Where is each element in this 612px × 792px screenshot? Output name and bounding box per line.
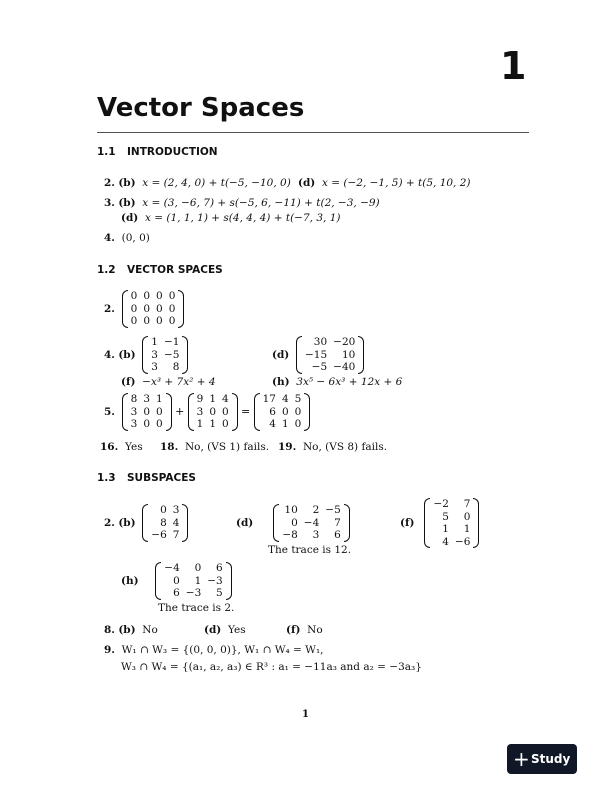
- right-paren: [226, 562, 232, 600]
- matrix-entry: 0: [173, 574, 180, 587]
- answer-text: Yes: [124, 441, 143, 453]
- matrix-entry: 0: [143, 290, 151, 302]
- matrix-entry: −5: [163, 348, 180, 361]
- part-label: (f): [121, 376, 136, 388]
- answer-1-2-4b: [104, 336, 188, 374]
- matrix-entry: −5: [325, 504, 341, 516]
- matrix-row: [161, 575, 225, 588]
- matrix-entry: 0: [463, 510, 471, 523]
- matrix-row: [128, 406, 166, 419]
- matrix-entry: 30: [313, 336, 328, 348]
- part-label: (d): [272, 348, 290, 361]
- matrix-2d: [273, 504, 349, 542]
- matrix-entry: 3: [143, 393, 151, 405]
- matrix-entry: 1: [196, 418, 204, 430]
- answer-1-3-9-line2: W₃ ∩ W₄ = {(a₁, a₂, a₃) ∈ R³ : a₁ = −11a₃ and a₂ = −3a₃}: [121, 661, 422, 673]
- matrix-entry: 1: [156, 393, 163, 405]
- matrix-grid: [128, 393, 166, 431]
- matrix-entry: 17: [262, 393, 276, 405]
- matrix-entry: 0: [130, 290, 138, 302]
- answer-text: (0, 0): [121, 232, 150, 244]
- problem-number: 19.: [278, 441, 297, 453]
- answer-1-1-3b: [104, 197, 380, 209]
- right-paren: [182, 504, 188, 542]
- matrix-entry: 1: [151, 336, 158, 348]
- matrix-entry: 2: [312, 504, 320, 516]
- problem-number: 9.: [104, 644, 115, 656]
- matrix-entry: 6: [173, 587, 180, 599]
- chapter-title: Vector Spaces: [97, 93, 305, 123]
- matrix-entry: 1: [209, 393, 216, 405]
- problem-number: 2.: [104, 177, 115, 189]
- part-label: (d): [121, 212, 139, 224]
- problem-number: 2.: [104, 302, 115, 315]
- matrix-entry: 4: [281, 393, 289, 405]
- matrix-entry: 0: [156, 290, 163, 302]
- matrix-row: [260, 418, 305, 431]
- section-number: 1.3: [97, 472, 116, 484]
- matrix-entry: 0: [143, 418, 151, 430]
- matrix-row: [161, 562, 225, 575]
- answer-1-3-8d: [204, 624, 246, 636]
- matrix-entry: −6: [151, 529, 167, 541]
- matrix-entry: −20: [333, 336, 356, 348]
- answer-1-2-4h: [272, 376, 402, 388]
- matrix-5b: [188, 393, 238, 431]
- right-paren: [178, 290, 184, 328]
- answer-text: x = (2, 4, 0) + t(−5, −10, 0): [142, 177, 291, 189]
- matrix-entry: 8: [160, 516, 167, 529]
- trace-note-h: The trace is 2.: [158, 602, 235, 614]
- matrix-entry: 0: [294, 418, 302, 430]
- matrix-row: [260, 393, 305, 406]
- matrix-row: [161, 587, 225, 600]
- part-label: (b): [118, 177, 136, 189]
- trace-note-d: The trace is 12.: [268, 544, 352, 556]
- matrix-2f: [424, 498, 479, 548]
- matrix-entry: −1: [163, 336, 180, 348]
- matrix-entry: 0: [168, 302, 176, 315]
- matrix-row: [128, 315, 179, 328]
- matrix-entry: 3: [151, 361, 158, 373]
- answer-1-2-4f: [121, 376, 216, 388]
- section-heading-1-3: [97, 472, 196, 484]
- part-label: (f): [286, 624, 301, 636]
- matrix-row: [148, 504, 182, 517]
- answer-1-2-19: [278, 441, 387, 453]
- matrix-entry: 0: [209, 405, 216, 418]
- right-paren: [182, 336, 188, 374]
- matrix-row: [430, 511, 473, 524]
- matrix-grid: [260, 393, 305, 431]
- part-label: (b): [118, 348, 136, 361]
- matrix-entry: 4: [172, 516, 180, 529]
- matrix-entry: 4: [442, 535, 449, 548]
- part-label: (d): [204, 624, 222, 636]
- matrix-entry: 3: [196, 405, 204, 418]
- problem-number: 5.: [104, 405, 115, 418]
- matrix-4d: [296, 336, 364, 374]
- matrix-entry: −4: [303, 516, 320, 529]
- answer-1-3-2f: [400, 498, 479, 548]
- matrix-entry: −40: [333, 361, 356, 373]
- matrix-row: [128, 303, 179, 316]
- section-heading-1-1: [97, 146, 218, 158]
- answer-text: W₁ ∩ W₃ = {(0, 0, 0)}, W₁ ∩ W₄ = W₁,: [121, 644, 324, 656]
- matrix-entry: 1: [463, 523, 471, 535]
- matrix-grid: [161, 562, 225, 600]
- matrix-row: [279, 529, 343, 542]
- matrix-row: [128, 418, 166, 431]
- right-paren: [304, 393, 310, 431]
- matrix-row: [148, 529, 182, 542]
- equals-sign: =: [241, 404, 251, 418]
- part-label: (b): [118, 516, 136, 529]
- matrix-entry: 1: [442, 523, 449, 535]
- matrix-entry: 3: [130, 418, 138, 430]
- matrix-row: [148, 349, 182, 362]
- part-label: (h): [121, 574, 139, 587]
- problem-number: 18.: [160, 441, 179, 453]
- matrix-entry: 0: [281, 405, 289, 418]
- answer-text: No: [307, 624, 323, 636]
- matrix-entry: −3: [207, 574, 223, 587]
- plus-icon: +: [513, 747, 530, 771]
- answer-1-1-2: [104, 177, 291, 189]
- section-number: 1.1: [97, 146, 116, 158]
- matrix-grid: [279, 504, 343, 542]
- matrix-row: [302, 336, 358, 349]
- matrix-4b: [142, 336, 188, 374]
- matrix-entry: 6: [216, 562, 223, 574]
- matrix-grid: [194, 393, 232, 431]
- matrix-entry: 0: [222, 418, 229, 430]
- matrix-row: [260, 406, 305, 419]
- matrix-grid: [430, 498, 473, 548]
- matrix-row: [194, 393, 232, 406]
- right-paren: [232, 393, 238, 431]
- answer-text: No, (VS 1) fails.: [184, 441, 270, 453]
- right-paren: [344, 504, 350, 542]
- answer-1-3-8b: [104, 624, 158, 636]
- matrix-entry: 0: [130, 315, 138, 327]
- matrix-entry: 0: [168, 315, 176, 327]
- answer-1-1-4: [104, 232, 150, 244]
- answer-text: x = (−2, −1, 5) + t(5, 10, 2): [321, 177, 471, 189]
- matrix-row: [279, 517, 343, 530]
- answer-text: No: [142, 624, 158, 636]
- answer-1-3-8f: [286, 624, 323, 636]
- problem-number: 4.: [104, 348, 115, 361]
- zero-matrix: [122, 290, 185, 328]
- matrix-grid: [128, 290, 179, 328]
- page-number: 1: [302, 709, 309, 720]
- matrix-entry: 5: [442, 510, 449, 523]
- answer-1-2-16: [100, 441, 143, 453]
- matrix-entry: 6: [269, 405, 276, 418]
- matrix-entry: 0: [222, 405, 229, 418]
- section-title: SUBSPACES: [127, 472, 196, 484]
- study-badge-button[interactable]: [507, 744, 577, 774]
- matrix-row: [194, 418, 232, 431]
- answer-text: x = (1, 1, 1) + s(4, 4, 4) + t(−7, 3, 1): [144, 212, 341, 224]
- matrix-entry: 7: [334, 516, 341, 529]
- section-title: INTRODUCTION: [127, 146, 218, 158]
- answer-text: No, (VS 8) fails.: [302, 441, 388, 453]
- matrix-entry: 0: [194, 562, 202, 574]
- matrix-entry: 0: [143, 405, 151, 418]
- answer-text: 3x⁵ − 6x³ + 12x + 6: [296, 376, 403, 388]
- matrix-row: [128, 393, 166, 406]
- chapter-number: 1: [500, 44, 527, 88]
- answer-1-1-3d: [121, 212, 340, 224]
- matrix-entry: 8: [130, 393, 138, 405]
- matrix-entry: 0: [160, 504, 167, 516]
- matrix-entry: 0: [143, 315, 151, 327]
- matrix-entry: 0: [156, 315, 163, 327]
- matrix-row: [128, 290, 179, 303]
- part-label: (d): [298, 177, 316, 189]
- matrix-2b: [142, 504, 188, 542]
- matrix-entry: 0: [291, 516, 298, 529]
- problem-number: 8.: [104, 624, 115, 636]
- matrix-row: [430, 523, 473, 536]
- matrix-row: [430, 498, 473, 511]
- section-title: VECTOR SPACES: [127, 264, 223, 276]
- problem-number: 2.: [104, 516, 115, 529]
- matrix-2h: [155, 562, 231, 600]
- answer-text: −x³ + 7x² + 4: [142, 376, 216, 388]
- matrix-entry: 10: [284, 504, 298, 516]
- matrix-entry: 0: [156, 302, 163, 315]
- matrix-row: [148, 517, 182, 530]
- matrix-entry: 4: [269, 418, 276, 430]
- problem-number: 3.: [104, 197, 115, 209]
- right-paren: [473, 498, 479, 548]
- matrix-entry: 7: [172, 529, 180, 541]
- problem-number: 16.: [100, 441, 119, 453]
- answer-1-1-2d: [298, 177, 471, 189]
- matrix-entry: −3: [185, 587, 202, 599]
- matrix-entry: 0: [294, 405, 302, 418]
- section-number: 1.2: [97, 264, 116, 276]
- part-label: (d): [236, 516, 254, 529]
- matrix-entry: 3: [312, 529, 320, 541]
- plus-sign: +: [175, 404, 185, 418]
- matrix-entry: 1: [281, 418, 289, 430]
- part-label: (b): [118, 197, 136, 209]
- answer-1-2-18: [160, 441, 269, 453]
- part-label: (b): [118, 624, 136, 636]
- part-label: (f): [400, 517, 415, 529]
- matrix-entry: 9: [196, 393, 204, 405]
- matrix-entry: 3: [172, 504, 180, 516]
- matrix-row: [302, 349, 358, 362]
- matrix-entry: 3: [130, 405, 138, 418]
- answer-1-2-2: [104, 290, 184, 328]
- matrix-grid: [302, 336, 358, 374]
- answer-1-3-9: [104, 644, 324, 656]
- matrix-grid: [148, 336, 182, 374]
- badge-label: Study: [531, 752, 571, 766]
- right-paren: [358, 336, 364, 374]
- matrix-row: [148, 336, 182, 349]
- title-rule: [97, 132, 529, 133]
- matrix-entry: 8: [172, 361, 180, 373]
- matrix-entry: 1: [209, 418, 216, 430]
- answer-1-2-4d: [272, 336, 364, 374]
- matrix-row: [430, 536, 473, 549]
- section-heading-1-2: [97, 264, 223, 276]
- matrix-grid: [148, 504, 182, 542]
- answer-text: x = (3, −6, 7) + s(−5, 6, −11) + t(2, −3, −9): [142, 197, 380, 209]
- matrix-entry: 6: [334, 529, 341, 541]
- matrix-entry: 0: [156, 405, 163, 418]
- matrix-row: [194, 406, 232, 419]
- matrix-entry: 0: [143, 302, 151, 315]
- answer-1-3-2h: [121, 562, 232, 600]
- matrix-entry: −4: [164, 562, 180, 574]
- answer-1-2-5: [104, 393, 310, 431]
- answer-text: Yes: [227, 624, 246, 636]
- matrix-entry: −5: [311, 361, 328, 373]
- problem-number: 4.: [104, 232, 115, 244]
- matrix-entry: 0: [156, 418, 163, 430]
- matrix-5a: [122, 393, 172, 431]
- matrix-entry: −2: [433, 498, 449, 510]
- answer-1-3-2d: [236, 504, 350, 542]
- matrix-row: [148, 361, 182, 374]
- matrix-entry: 1: [194, 574, 202, 587]
- right-paren: [166, 393, 172, 431]
- matrix-entry: 5: [294, 393, 302, 405]
- matrix-entry: −8: [282, 529, 298, 541]
- matrix-row: [279, 504, 343, 517]
- matrix-entry: −15: [304, 348, 328, 361]
- matrix-entry: 0: [130, 302, 138, 315]
- part-label: (h): [272, 376, 290, 388]
- matrix-entry: 3: [151, 348, 158, 361]
- matrix-entry: 0: [168, 290, 176, 302]
- matrix-5c: [254, 393, 311, 431]
- matrix-entry: 5: [216, 587, 223, 599]
- matrix-entry: 4: [222, 393, 229, 405]
- answer-1-3-2b: [104, 504, 188, 542]
- matrix-row: [302, 361, 358, 374]
- matrix-entry: 10: [341, 348, 356, 361]
- matrix-entry: 7: [463, 498, 471, 510]
- matrix-entry: −6: [454, 535, 471, 548]
